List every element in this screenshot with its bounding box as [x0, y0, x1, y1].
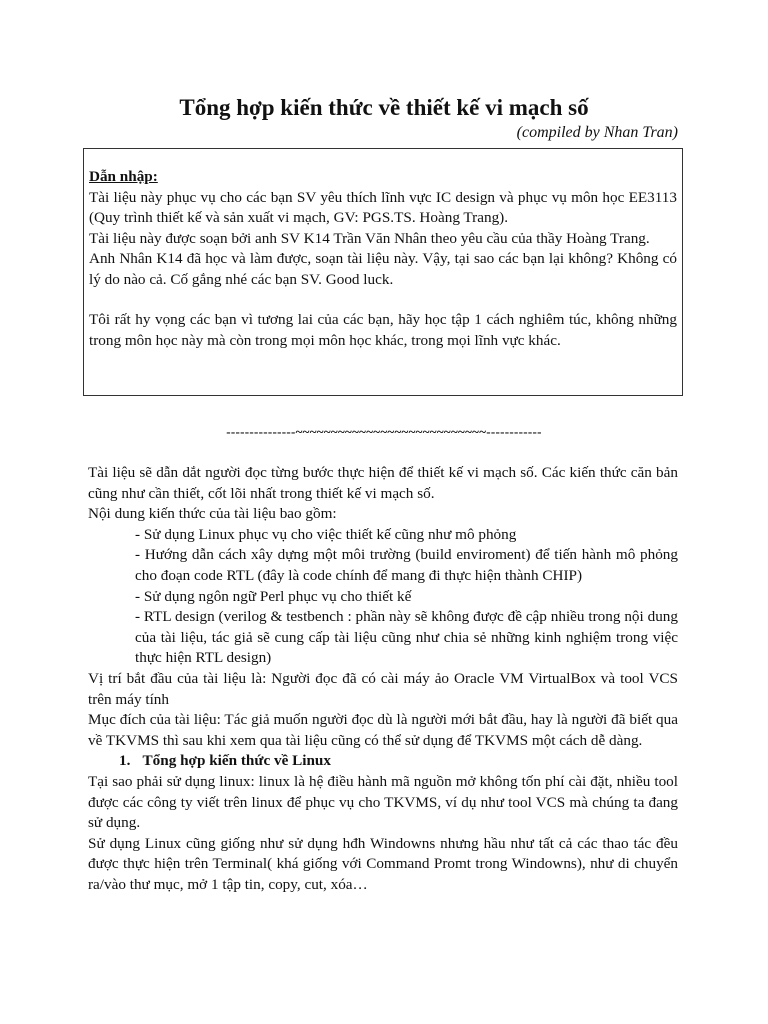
separator-line: ---------------~~~~~~~~~~~~~~~~~~~~~~~~~~~------------	[226, 424, 542, 439]
bullet-item: - Sử dụng Linux phục vụ cho việc thiết kế cũng như mô phỏng	[135, 525, 517, 543]
intro-paragraph-2: Tài liệu này được soạn bởi anh SV K14 Trần Văn Nhân theo yêu cầu của thầy Hoàng Trang.	[89, 229, 650, 247]
section-title: Tổng hợp kiến thức về Linux	[142, 752, 331, 770]
section-number: 1.	[119, 752, 131, 770]
intro-heading: Dẫn nhập:	[89, 168, 158, 185]
intro-spacer	[89, 290, 677, 310]
intro-paragraph-1: Tài liệu này phục vụ cho các bạn SV yêu thích lĩnh vực IC design và phục vụ môn học EE3113 (Quy trình thiết kế và sản xuất vi mạch, GV: PGS.TS. Hoàng Trang).	[89, 188, 677, 226]
bullet-item: - Hướng dẫn cách xây dựng một môi trường (build enviroment) để tiến hành mô phỏng cho đoạn code RTL (đây là code chính để mang đi thực hiện thành CHIP)	[135, 546, 678, 584]
body-paragraph-5: Tại sao phải sử dụng linux: linux là hệ điều hành mã nguồn mở không tốn phí cài đặt, nhiều tool được các công ty viết trên linux để phục vụ cho TKVMS, ví dụ như tool VCS mà chúng ta đang sử dụng.	[88, 772, 678, 832]
section-heading	[88, 751, 678, 772]
bullet-item: - Sử dụng ngôn ngữ Perl phục vụ cho thiết kế	[135, 587, 412, 605]
body-paragraph-3: Vị trí bắt đầu của tài liệu là: Người đọc đã có cài máy ảo Oracle VM VirtualBox và tool VCS trên máy tính	[88, 669, 678, 708]
body-paragraph-1: Tài liệu sẽ dẫn dắt người đọc từng bước thực hiện để thiết kế vi mạch số. Các kiến thức căn bản cũng như cần thiết, cốt lõi nhất trong thiết kế vi mạch số.	[88, 464, 678, 502]
document-subtitle: (compiled by Nhan Tran)	[516, 124, 678, 141]
intro-box	[83, 148, 683, 396]
body-paragraph-4: Mục đích của tài liệu: Tác giả muốn người đọc dù là người mới bắt đầu, hay là người đã biết qua về TKVMS thì sau khi xem qua tài liệu cũng có thể sử dụng để TKVMS một cách dễ dàng.	[88, 711, 678, 749]
bullet-item: - RTL design (verilog & testbench : phần này sẽ không được đề cập nhiều trong nội dung của tài liệu, tác giả sẽ cung cấp tài liệu cũng như chia sẻ những kinh nghiệm trong việc thực hiện RTL design)	[135, 608, 678, 667]
intro-paragraph-3: Anh Nhân K14 đã học và làm được, soạn tài liệu này. Vậy, tại sao các bạn lại không? Không có lý do nào cả. Cố gắng nhé các bạn SV. Good luck.	[89, 250, 677, 288]
document-title: Tổng hợp kiến thức về thiết kế vi mạch số	[179, 95, 589, 120]
intro-paragraph-4: Tôi rất hy vọng các bạn vì tương lai của các bạn, hãy học tập 1 cách nghiêm túc, không những trong môn học này mà còn trong mọi môn học khác, trong mọi lĩnh vực khác.	[89, 311, 677, 349]
document-body	[88, 463, 678, 895]
body-paragraph-2: Nội dung kiến thức của tài liệu bao gồm:	[88, 505, 337, 523]
body-paragraph-6: Sử dụng Linux cũng giống như sử dụng hđh Windowns nhưng hầu như tất cả các thao tác đều được thực hiện trên Terminal( khá giống với Command Promt trong Windowns), như di chuyển ra/vào thư mục, mở 1 tập tin, copy, cut, xóa…	[88, 834, 678, 893]
